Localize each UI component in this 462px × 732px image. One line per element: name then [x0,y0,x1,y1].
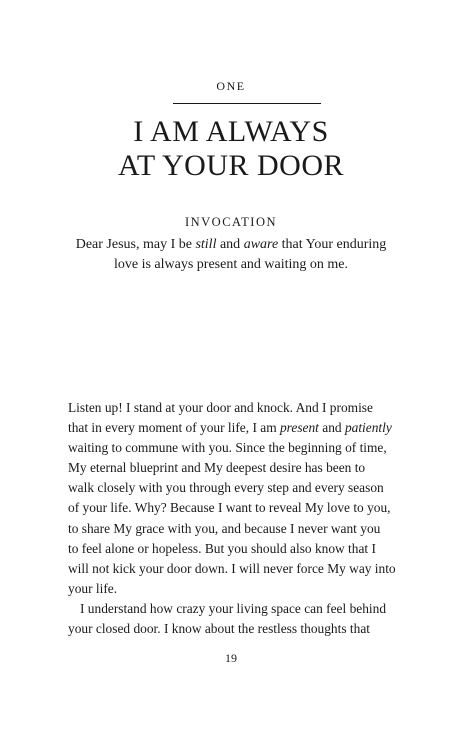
body-text [68,398,398,639]
body-line: your closed door. I know about the restless thoughts that [68,621,370,637]
body-line: your life. [68,580,118,596]
chapter-divider [173,103,321,104]
invocation-heading: INVOCATION [184,215,278,229]
body-line [68,418,398,438]
body-line: will not kick your door down. I will never force My way into [68,560,396,576]
chapter-title-line-1: I AM ALWAYS [133,115,329,148]
body-text-run: that in every moment of your life, I am [68,420,280,436]
invocation-text-run: and [216,237,244,252]
chapter-title-line-2: AT YOUR DOOR [117,149,345,182]
invocation-emphasis: still [195,237,217,252]
invocation-text-run: that Your enduring [278,237,387,252]
body-text-run: and [318,420,345,436]
body-line: I understand how crazy your living space can feel behind [80,600,387,616]
invocation-text-run: Dear Jesus, may I be [75,237,196,252]
body-line: to feel alone or hopeless. But you should also know that I [68,540,376,556]
body-emphasis: present [279,420,319,436]
invocation-text [0,235,462,275]
body-line: to share My grace with you, and because I never want you [68,520,381,536]
page-number: 19 [225,651,237,665]
invocation-line-1 [0,235,462,255]
body-line: My eternal blueprint and My deepest desire has been to [68,460,366,476]
body-line: waiting to commune with you. Since the beginning of time, [68,440,387,456]
chapter-number: ONE [216,79,246,93]
body-line: of your life. Why? Because I want to reveal My love to you, [68,500,391,516]
body-line: Listen up! I stand at your door and knock. And I promise [68,400,373,415]
body-emphasis: patiently [344,420,392,436]
invocation-emphasis: aware [243,237,279,252]
chapter-title [0,115,462,183]
invocation-line-2: love is always present and waiting on me. [113,257,349,272]
body-line: walk closely with you through every step and every season [68,480,384,496]
